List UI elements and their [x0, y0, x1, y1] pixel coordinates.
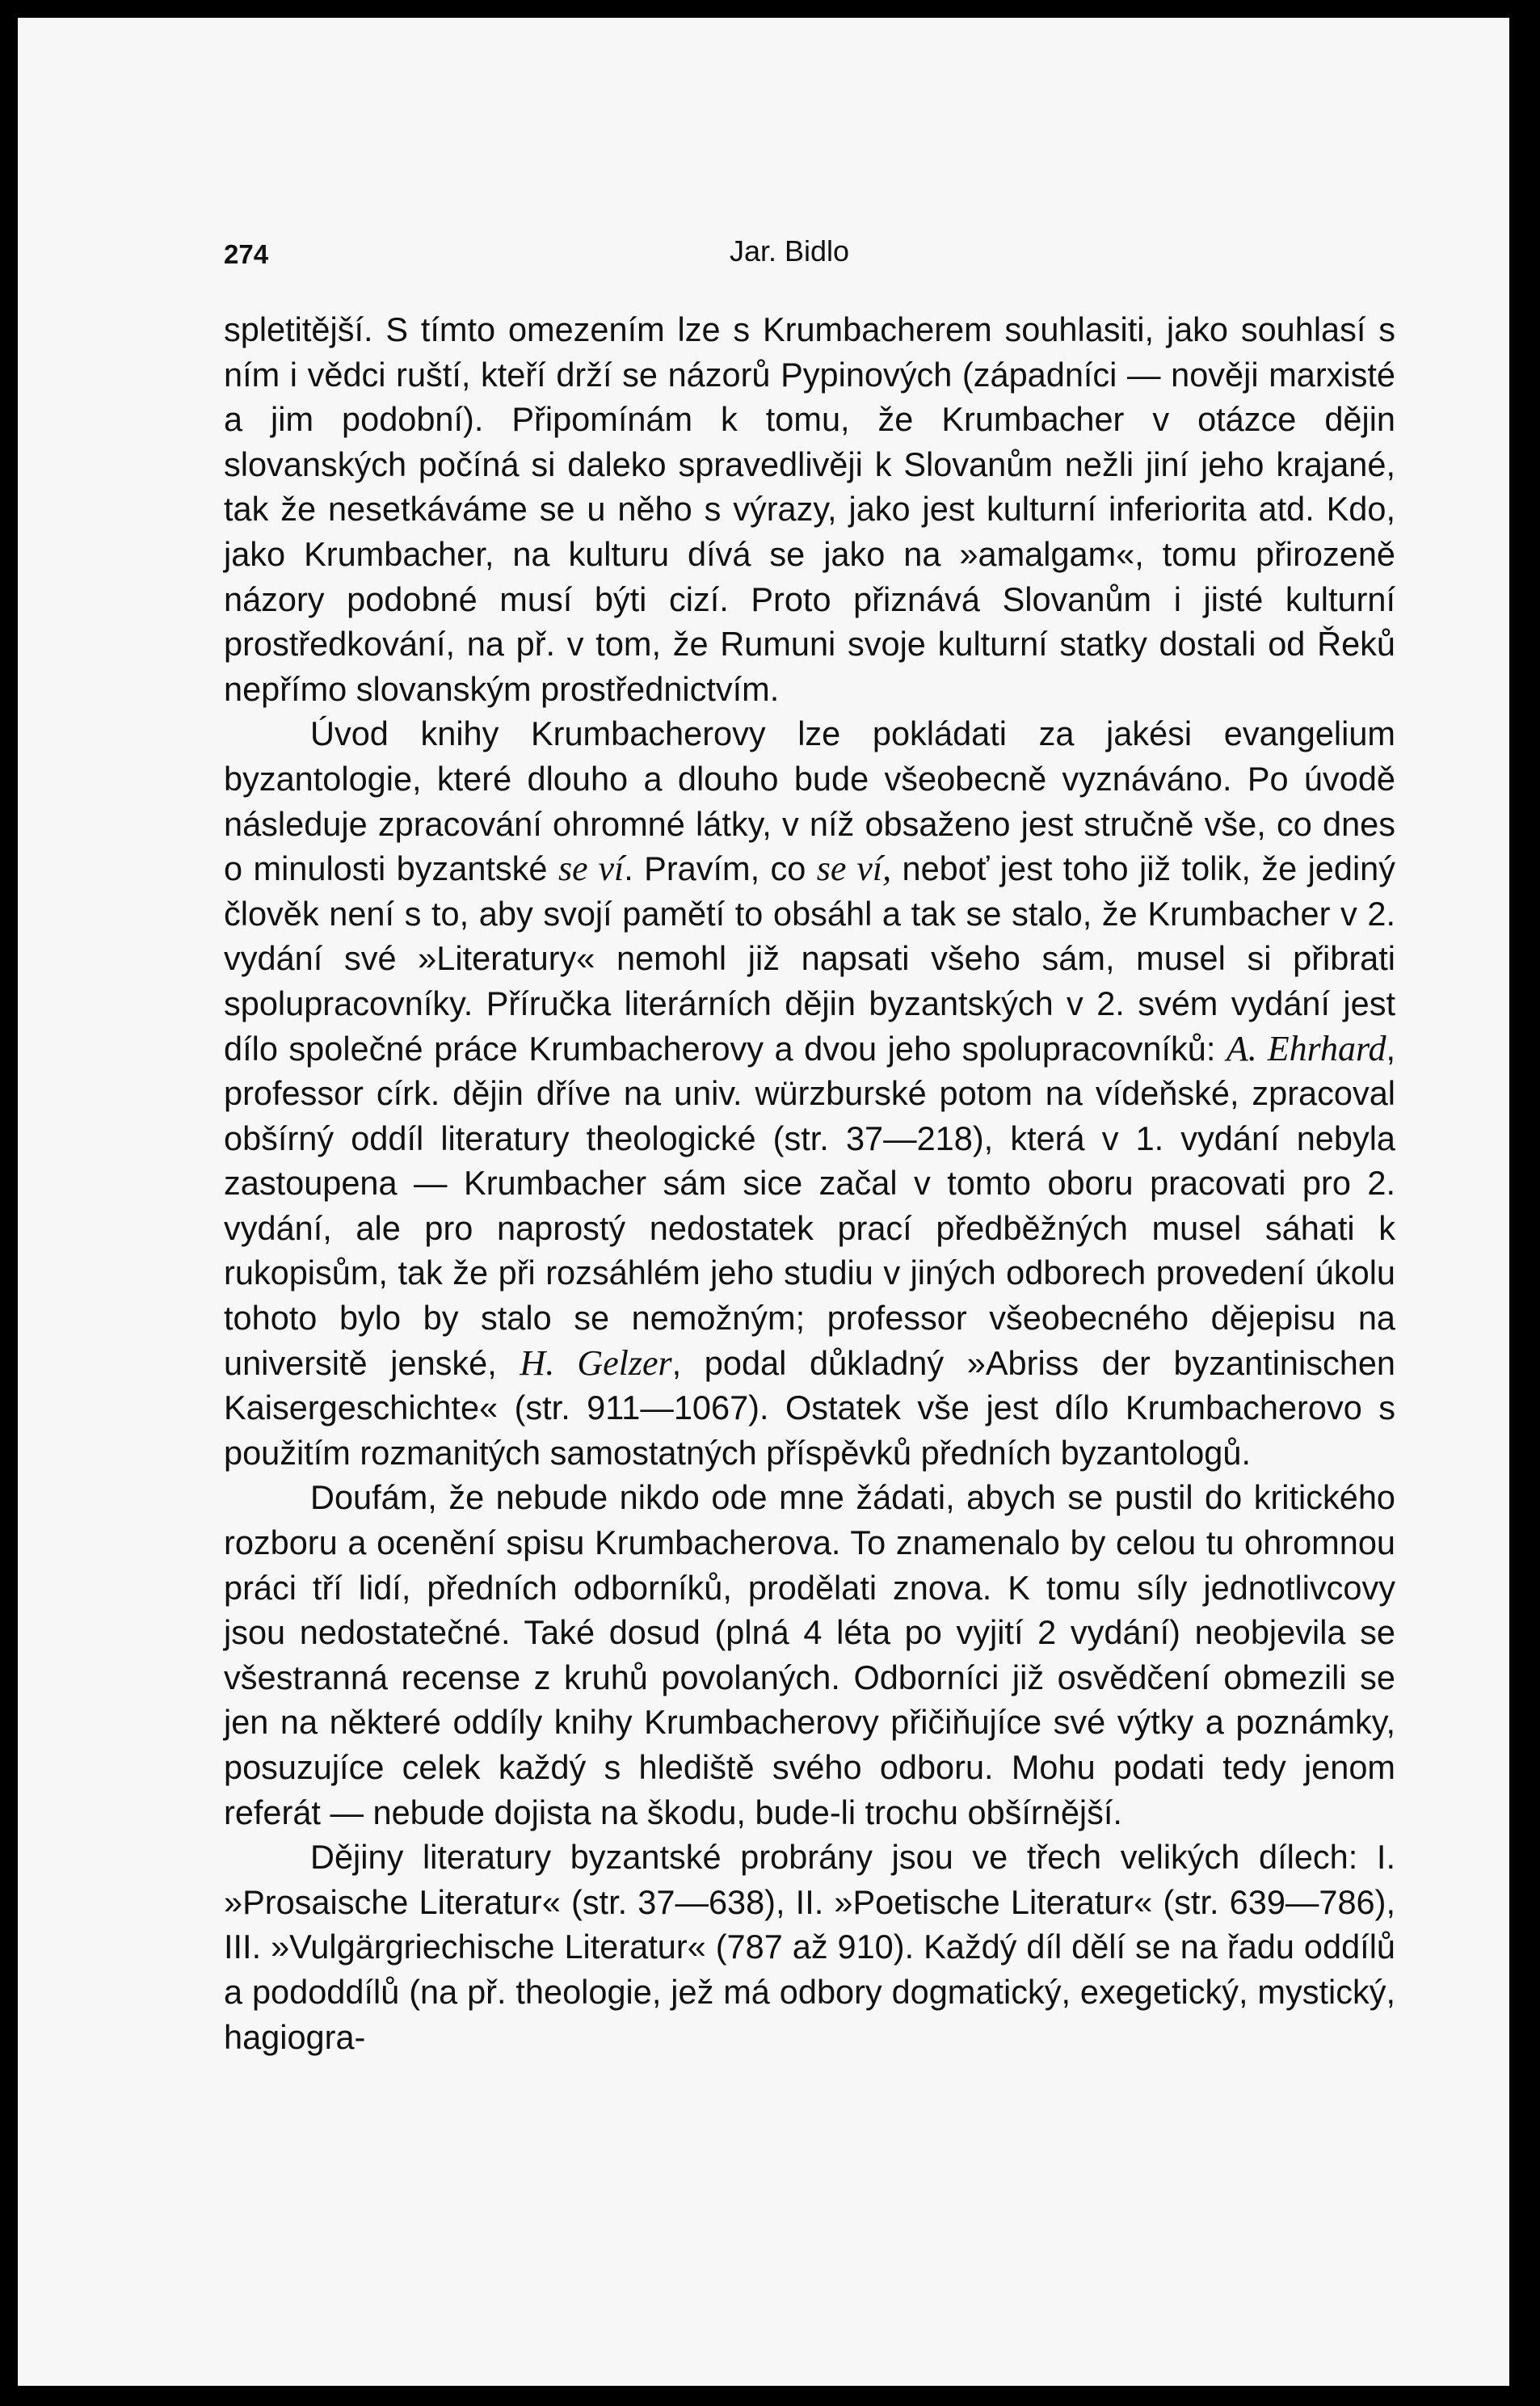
italic-text: A. Ehrhard: [1226, 1028, 1386, 1068]
italic-text: H. Gelzer: [520, 1342, 672, 1383]
text-run: Doufám, že nebude nikdo ode mne žádati, abych se pustil do kritického rozboru a ocenění spisu Krumbacherova. To znamenalo by celou tu ohromnou práci tří lidí, předních odborníků, prodělati znova. K tomu síly jednotlivcovy jsou nedostatečné. Také dosud (plná 4 léta po vyjití 2 vydání) neobjevila se všestranná recense z kruhů povolaných. Odborníci již osvědčení obmezili se jen na některé oddíly knihy Krumbacherovy přičiňujíce své výtky a poznámky, posuzujíce celek každý s hlediště svého odboru. Mohu podati tedy jenom referát — nebude dojista na škodu, bude-li trochu obšírnější.: [224, 1478, 1395, 1831]
paragraph: [224, 1835, 1395, 2059]
text-run: Úvod knihy Krumbacherovy lze pokládati za jakési evangelium byzantologie, které dlouho a dlouho bude všeobecně vyznáváno. Po úvodě následuje zpracování ohromné látky, v níž obsaženo jest stručně vše, co dnes o minulosti byzantské: [224, 714, 1395, 888]
text-run: , professor círk. dějin dříve na univ. würzburské potom na vídeňské, zpracoval obšírný oddíl literatury theologické (str. 37—218), která v 1. vydání nebyla zastoupena — Krumbacher sám sice začal v tomto oboru pracovati pro 2. vydání, ale pro naprostý nedostatek prací předběžných musel sáhati k rukopisům, tak že při rozsáhlém jeho studiu v jiných odborech provedení úkolu tohoto bylo by stalo se nemožným; professor všeobecného dějepisu na universitě jenské,: [224, 1029, 1395, 1382]
text-run: . Pravím, co: [624, 849, 817, 888]
text-run: , podal důkladný »Abriss der byzantinischen Kaisergeschichte« (str. 911—1067). Ostatek vše jest dílo Krumbacherovo s použitím rozmanitých samostatných příspěvků předních byzantologů.: [224, 1343, 1395, 1472]
page-number: 274: [224, 239, 269, 269]
paragraph-continuation: [224, 307, 1395, 711]
text-run: Dějiny literatury byzantské probrány jsou ve třech velikých dílech: I. »Prosaische Literatur« (str. 37—638), II. »Poetische Literatur« (str. 639—786), III. »Vulgärgriechische Literatur« (787 až 910). Každý díl dělí se na řadu oddílů a pododdílů (na př. theologie, jež má odbory dogmatický, exegetický, mystický, hagiogra-: [224, 1838, 1395, 2056]
paragraph: [224, 711, 1395, 1475]
running-title: Jar. Bidlo: [730, 234, 850, 268]
italic-text: se ví: [558, 849, 625, 889]
paragraph: [224, 1475, 1395, 1835]
text-run: spletitější. S tímto omezením lze s Krumbacherem souhlasiti, jako souhlasí s ním i vědci ruští, kteří drží se názorů Pypinových (západníci — nověji marxisté a jim podobní). Připomínám k tomu, že Krumbacher v otázce dějin slovanských počíná si daleko spravedlivěji k Slovanům nežli jiní jeho krajané, tak že nesetkáváme se u něho s výrazy, jako jest kulturní inferiorita atd. Kdo, jako Krumbacher, na kulturu dívá se jako na »amalgam«, tomu přirozeně názory podobné musí býti cizí. Proto přiznává Slovanům i jisté kulturní prostředkování, na př. v tom, že Rumuni svoje kulturní statky dostali od Řeků nepřímo slovanským prostřednictvím.: [224, 310, 1395, 708]
body-text: [224, 307, 1395, 2059]
running-head: [224, 234, 1395, 280]
book-page: [18, 18, 1509, 2386]
italic-text: se ví,: [816, 849, 892, 889]
text-run: neboť jest toho již tolik, že jediný člověk není s to, aby svojí pamětí to obsáhl a tak se stalo, že Krumbacher v 2. vydání své »Literatury« nemohl již napsati všeho sám, musel si přibrati spolupracovníky. Příručka literárních dějin byzantských v 2. svém vydání jest dílo společné práce Krumbacherovy a dvou jeho spolupracovníků:: [224, 849, 1396, 1068]
